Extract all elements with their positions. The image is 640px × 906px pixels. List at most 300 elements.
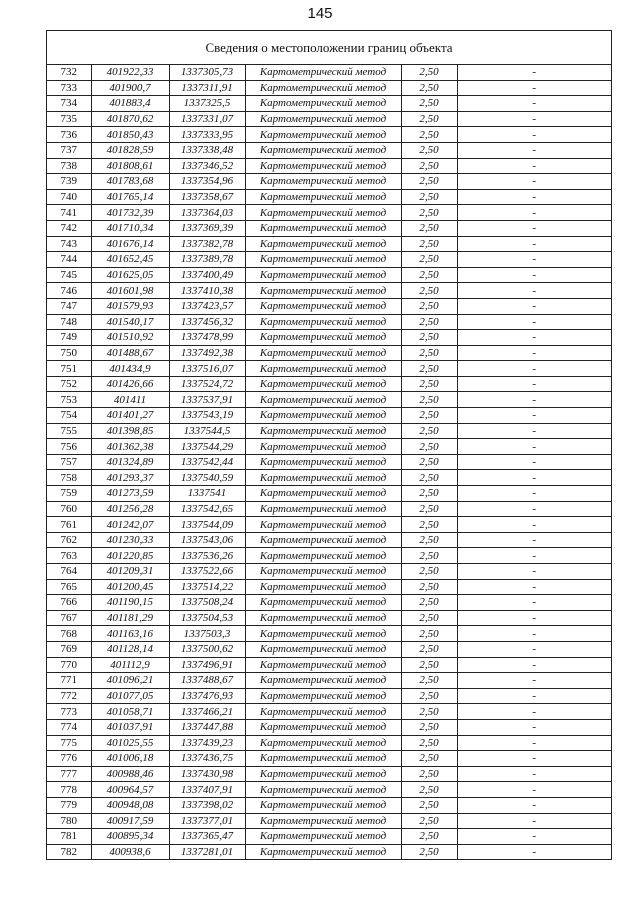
x-coordinate-cell: 401128,14 [91,641,169,657]
method-cell: Картометрический метод [245,236,401,252]
accuracy-cell: 2,50 [401,657,457,673]
method-cell: Картометрический метод [245,111,401,127]
point-number-cell: 767 [47,610,91,626]
table-row [47,267,611,283]
y-coordinate-cell: 1337338,48 [169,142,245,158]
description-cell: - [457,813,611,829]
y-coordinate-cell: 1337466,21 [169,704,245,720]
method-cell: Картометрический метод [245,220,401,236]
method-cell: Картометрический метод [245,626,401,642]
point-number-cell: 766 [47,595,91,611]
accuracy-cell: 2,50 [401,719,457,735]
point-number-cell: 754 [47,408,91,424]
table-row [47,454,611,470]
description-cell: - [457,564,611,580]
method-cell: Картометрический метод [245,392,401,408]
x-coordinate-cell: 401426,66 [91,376,169,392]
method-cell: Картометрический метод [245,345,401,361]
x-coordinate-cell: 401783,68 [91,174,169,190]
table-row [47,657,611,673]
point-number-cell: 757 [47,454,91,470]
y-coordinate-cell: 1337423,57 [169,298,245,314]
method-cell: Картометрический метод [245,548,401,564]
method-cell: Картометрический метод [245,283,401,299]
accuracy-cell: 2,50 [401,96,457,112]
table-row [47,298,611,314]
table-row [47,486,611,502]
y-coordinate-cell: 1337436,75 [169,751,245,767]
table-row [47,220,611,236]
y-coordinate-cell: 1337447,88 [169,719,245,735]
y-coordinate-cell: 1337364,03 [169,205,245,221]
method-cell: Картометрический метод [245,205,401,221]
x-coordinate-cell: 401362,38 [91,439,169,455]
method-cell: Картометрический метод [245,189,401,205]
accuracy-cell: 2,50 [401,454,457,470]
y-coordinate-cell: 1337346,52 [169,158,245,174]
x-coordinate-cell: 401883,4 [91,96,169,112]
x-coordinate-cell: 401037,91 [91,719,169,735]
description-cell: - [457,65,611,80]
point-number-cell: 778 [47,782,91,798]
table-row [47,174,611,190]
description-cell: - [457,142,611,158]
x-coordinate-cell: 400938,6 [91,844,169,859]
x-coordinate-cell: 401900,7 [91,80,169,96]
method-cell: Картометрический метод [245,610,401,626]
description-cell: - [457,454,611,470]
x-coordinate-cell: 400964,57 [91,782,169,798]
table-row [47,579,611,595]
table-row [47,252,611,268]
y-coordinate-cell: 1337504,53 [169,610,245,626]
y-coordinate-cell: 1337439,23 [169,735,245,751]
point-number-cell: 734 [47,96,91,112]
y-coordinate-cell: 1337456,32 [169,314,245,330]
y-coordinate-cell: 1337492,38 [169,345,245,361]
point-number-cell: 745 [47,267,91,283]
x-coordinate-cell: 401850,43 [91,127,169,143]
table-row [47,361,611,377]
point-number-cell: 746 [47,283,91,299]
coordinates-table [47,65,611,859]
point-number-cell: 780 [47,813,91,829]
description-cell: - [457,532,611,548]
x-coordinate-cell: 401601,98 [91,283,169,299]
description-cell: - [457,298,611,314]
description-cell: - [457,345,611,361]
y-coordinate-cell: 1337377,01 [169,813,245,829]
x-coordinate-cell: 401220,85 [91,548,169,564]
point-number-cell: 739 [47,174,91,190]
accuracy-cell: 2,50 [401,423,457,439]
accuracy-cell: 2,50 [401,844,457,859]
accuracy-cell: 2,50 [401,532,457,548]
coordinates-table-body [47,65,611,859]
description-cell: - [457,719,611,735]
table-row [47,345,611,361]
description-cell: - [457,470,611,486]
accuracy-cell: 2,50 [401,673,457,689]
description-cell: - [457,283,611,299]
x-coordinate-cell: 401434,9 [91,361,169,377]
point-number-cell: 765 [47,579,91,595]
accuracy-cell: 2,50 [401,470,457,486]
description-cell: - [457,127,611,143]
x-coordinate-cell: 401488,67 [91,345,169,361]
y-coordinate-cell: 1337543,06 [169,532,245,548]
method-cell: Картометрический метод [245,532,401,548]
accuracy-cell: 2,50 [401,392,457,408]
accuracy-cell: 2,50 [401,501,457,517]
accuracy-cell: 2,50 [401,829,457,845]
table-row [47,376,611,392]
method-cell: Картометрический метод [245,595,401,611]
description-cell: - [457,735,611,751]
point-number-cell: 737 [47,142,91,158]
method-cell: Картометрический метод [245,844,401,859]
description-cell: - [457,782,611,798]
description-cell: - [457,174,611,190]
table-row [47,236,611,252]
table-row [47,719,611,735]
point-number-cell: 758 [47,470,91,486]
y-coordinate-cell: 1337544,29 [169,439,245,455]
method-cell: Картометрический метод [245,408,401,424]
method-cell: Картометрический метод [245,65,401,80]
point-number-cell: 741 [47,205,91,221]
description-cell: - [457,96,611,112]
description-cell: - [457,236,611,252]
y-coordinate-cell: 1337478,99 [169,330,245,346]
description-cell: - [457,673,611,689]
x-coordinate-cell: 401096,21 [91,673,169,689]
table-row [47,283,611,299]
accuracy-cell: 2,50 [401,439,457,455]
table-row [47,189,611,205]
description-cell: - [457,361,611,377]
accuracy-cell: 2,50 [401,330,457,346]
x-coordinate-cell: 400948,08 [91,797,169,813]
method-cell: Картометрический метод [245,298,401,314]
description-cell: - [457,80,611,96]
table-row [47,844,611,859]
description-cell: - [457,501,611,517]
accuracy-cell: 2,50 [401,252,457,268]
y-coordinate-cell: 1337369,39 [169,220,245,236]
x-coordinate-cell: 401579,93 [91,298,169,314]
accuracy-cell: 2,50 [401,641,457,657]
method-cell: Картометрический метод [245,158,401,174]
accuracy-cell: 2,50 [401,751,457,767]
method-cell: Картометрический метод [245,439,401,455]
x-coordinate-cell: 401025,55 [91,735,169,751]
point-number-cell: 763 [47,548,91,564]
point-number-cell: 756 [47,439,91,455]
x-coordinate-cell: 401401,27 [91,408,169,424]
x-coordinate-cell: 401230,33 [91,532,169,548]
method-cell: Картометрический метод [245,252,401,268]
accuracy-cell: 2,50 [401,548,457,564]
accuracy-cell: 2,50 [401,797,457,813]
point-number-cell: 736 [47,127,91,143]
accuracy-cell: 2,50 [401,127,457,143]
description-cell: - [457,688,611,704]
method-cell: Картометрический метод [245,376,401,392]
point-number-cell: 732 [47,65,91,80]
table-row [47,408,611,424]
y-coordinate-cell: 1337389,78 [169,252,245,268]
point-number-cell: 742 [47,220,91,236]
x-coordinate-cell: 401163,16 [91,626,169,642]
description-cell: - [457,314,611,330]
page-number: 145 [307,5,333,22]
x-coordinate-cell: 401510,92 [91,330,169,346]
y-coordinate-cell: 1337542,44 [169,454,245,470]
method-cell: Картометрический метод [245,96,401,112]
table-row [47,392,611,408]
x-coordinate-cell: 401200,45 [91,579,169,595]
x-coordinate-cell: 401540,17 [91,314,169,330]
table-row [47,517,611,533]
description-cell: - [457,486,611,502]
y-coordinate-cell: 1337410,38 [169,283,245,299]
accuracy-cell: 2,50 [401,517,457,533]
accuracy-cell: 2,50 [401,361,457,377]
x-coordinate-cell: 401922,33 [91,65,169,80]
table-row [47,766,611,782]
accuracy-cell: 2,50 [401,610,457,626]
description-cell: - [457,423,611,439]
description-cell: - [457,548,611,564]
description-cell: - [457,439,611,455]
accuracy-cell: 2,50 [401,766,457,782]
accuracy-cell: 2,50 [401,376,457,392]
table-row [47,314,611,330]
y-coordinate-cell: 1337398,02 [169,797,245,813]
accuracy-cell: 2,50 [401,704,457,720]
y-coordinate-cell: 1337536,26 [169,548,245,564]
accuracy-cell: 2,50 [401,111,457,127]
point-number-cell: 773 [47,704,91,720]
point-number-cell: 777 [47,766,91,782]
accuracy-cell: 2,50 [401,408,457,424]
table-row [47,564,611,580]
y-coordinate-cell: 1337400,49 [169,267,245,283]
accuracy-cell: 2,50 [401,283,457,299]
table-row [47,111,611,127]
point-number-cell: 740 [47,189,91,205]
x-coordinate-cell: 401242,07 [91,517,169,533]
method-cell: Картометрический метод [245,470,401,486]
description-cell: - [457,205,611,221]
y-coordinate-cell: 1337524,72 [169,376,245,392]
method-cell: Картометрический метод [245,704,401,720]
table-row [47,423,611,439]
table-row [47,782,611,798]
point-number-cell: 749 [47,330,91,346]
description-cell: - [457,626,611,642]
description-cell: - [457,220,611,236]
y-coordinate-cell: 1337544,09 [169,517,245,533]
table-row [47,688,611,704]
description-cell: - [457,579,611,595]
y-coordinate-cell: 1337354,96 [169,174,245,190]
table-row [47,610,611,626]
table-row [47,797,611,813]
accuracy-cell: 2,50 [401,205,457,221]
description-cell: - [457,595,611,611]
y-coordinate-cell: 1337496,91 [169,657,245,673]
accuracy-cell: 2,50 [401,189,457,205]
table-row [47,829,611,845]
y-coordinate-cell: 1337358,67 [169,189,245,205]
method-cell: Картометрический метод [245,579,401,595]
x-coordinate-cell: 401181,29 [91,610,169,626]
point-number-cell: 760 [47,501,91,517]
y-coordinate-cell: 1337543,19 [169,408,245,424]
method-cell: Картометрический метод [245,751,401,767]
y-coordinate-cell: 1337333,95 [169,127,245,143]
point-number-cell: 752 [47,376,91,392]
description-cell: - [457,158,611,174]
accuracy-cell: 2,50 [401,174,457,190]
y-coordinate-cell: 1337382,78 [169,236,245,252]
method-cell: Картометрический метод [245,673,401,689]
table-row [47,735,611,751]
accuracy-cell: 2,50 [401,345,457,361]
point-number-cell: 774 [47,719,91,735]
method-cell: Картометрический метод [245,127,401,143]
y-coordinate-cell: 1337542,65 [169,501,245,517]
x-coordinate-cell: 401765,14 [91,189,169,205]
y-coordinate-cell: 1337305,73 [169,65,245,80]
description-cell: - [457,517,611,533]
x-coordinate-cell: 401058,71 [91,704,169,720]
description-cell: - [457,641,611,657]
point-number-cell: 753 [47,392,91,408]
accuracy-cell: 2,50 [401,595,457,611]
method-cell: Картометрический метод [245,657,401,673]
x-coordinate-cell: 401256,28 [91,501,169,517]
table-row [47,673,611,689]
description-cell: - [457,766,611,782]
x-coordinate-cell: 400988,46 [91,766,169,782]
point-number-cell: 761 [47,517,91,533]
method-cell: Картометрический метод [245,486,401,502]
x-coordinate-cell: 400895,34 [91,829,169,845]
table-row [47,704,611,720]
section-title: Сведения о местоположении границ объекта [47,31,611,65]
method-cell: Картометрический метод [245,719,401,735]
description-cell: - [457,704,611,720]
point-number-cell: 782 [47,844,91,859]
table-row [47,470,611,486]
accuracy-cell: 2,50 [401,236,457,252]
x-coordinate-cell: 401870,62 [91,111,169,127]
y-coordinate-cell: 1337430,98 [169,766,245,782]
description-cell: - [457,189,611,205]
y-coordinate-cell: 1337537,91 [169,392,245,408]
x-coordinate-cell: 401676,14 [91,236,169,252]
description-cell: - [457,376,611,392]
table-row [47,595,611,611]
method-cell: Картометрический метод [245,423,401,439]
y-coordinate-cell: 1337476,93 [169,688,245,704]
point-number-cell: 750 [47,345,91,361]
x-coordinate-cell: 401190,15 [91,595,169,611]
description-cell: - [457,797,611,813]
method-cell: Картометрический метод [245,829,401,845]
method-cell: Картометрический метод [245,735,401,751]
description-cell: - [457,610,611,626]
x-coordinate-cell: 401398,85 [91,423,169,439]
x-coordinate-cell: 401112,9 [91,657,169,673]
point-number-cell: 781 [47,829,91,845]
description-cell: - [457,267,611,283]
point-number-cell: 772 [47,688,91,704]
description-cell: - [457,392,611,408]
x-coordinate-cell: 401293,37 [91,470,169,486]
point-number-cell: 733 [47,80,91,96]
point-number-cell: 743 [47,236,91,252]
x-coordinate-cell: 401710,34 [91,220,169,236]
table-row [47,626,611,642]
y-coordinate-cell: 1337281,01 [169,844,245,859]
table-row [47,205,611,221]
x-coordinate-cell: 401808,61 [91,158,169,174]
y-coordinate-cell: 1337325,5 [169,96,245,112]
accuracy-cell: 2,50 [401,142,457,158]
method-cell: Картометрический метод [245,813,401,829]
accuracy-cell: 2,50 [401,65,457,80]
y-coordinate-cell: 1337516,07 [169,361,245,377]
point-number-cell: 762 [47,532,91,548]
accuracy-cell: 2,50 [401,735,457,751]
method-cell: Картометрический метод [245,517,401,533]
table-row [47,96,611,112]
description-cell: - [457,751,611,767]
table-row [47,127,611,143]
accuracy-cell: 2,50 [401,688,457,704]
table-row [47,439,611,455]
method-cell: Картометрический метод [245,142,401,158]
accuracy-cell: 2,50 [401,220,457,236]
table-row [47,142,611,158]
table-row [47,80,611,96]
table-row [47,532,611,548]
method-cell: Картометрический метод [245,797,401,813]
table-row [47,65,611,80]
point-number-cell: 776 [47,751,91,767]
accuracy-cell: 2,50 [401,80,457,96]
y-coordinate-cell: 1337365,47 [169,829,245,845]
table-row [47,751,611,767]
point-number-cell: 755 [47,423,91,439]
y-coordinate-cell: 1337503,3 [169,626,245,642]
method-cell: Картометрический метод [245,641,401,657]
point-number-cell: 751 [47,361,91,377]
accuracy-cell: 2,50 [401,267,457,283]
description-cell: - [457,829,611,845]
table-row [47,501,611,517]
method-cell: Картометрический метод [245,174,401,190]
table-row [47,330,611,346]
accuracy-cell: 2,50 [401,564,457,580]
table-row [47,641,611,657]
table-row [47,158,611,174]
method-cell: Картометрический метод [245,782,401,798]
